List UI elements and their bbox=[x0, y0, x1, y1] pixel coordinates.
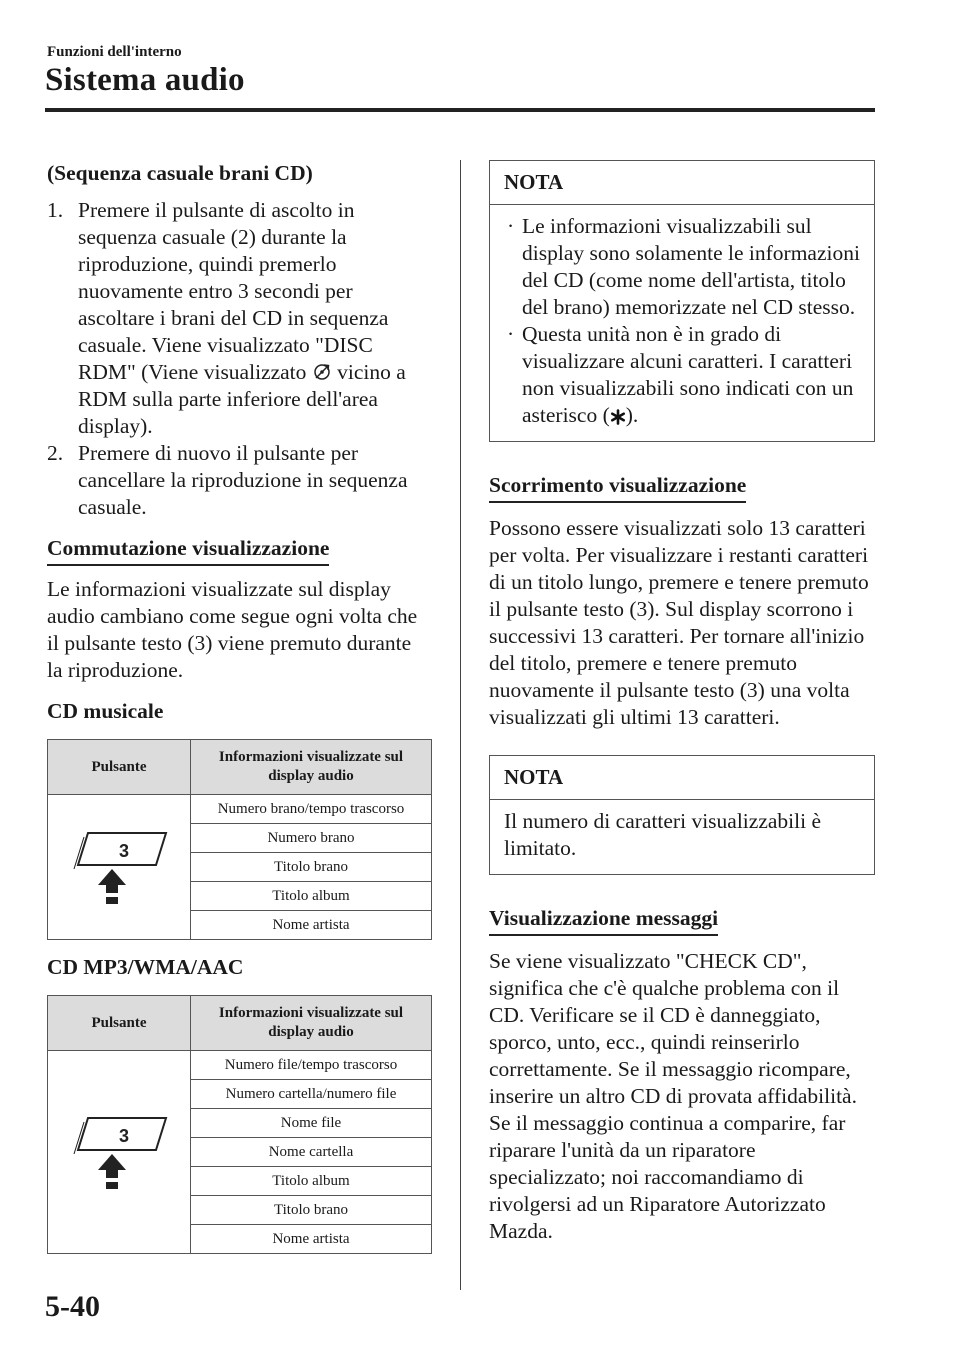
mp3-table bbox=[47, 995, 432, 1254]
nota-text: Il numero di caratteri visualizzabili è limitato. bbox=[504, 809, 821, 860]
asterisk-icon bbox=[610, 409, 626, 425]
switch-heading: Commutazione visualizzazione bbox=[47, 535, 329, 566]
button-number: 3 bbox=[118, 1125, 130, 1146]
header-rule bbox=[45, 108, 875, 112]
table-header-button: Pulsante bbox=[48, 996, 191, 1051]
column-divider bbox=[460, 160, 461, 1290]
mp3-heading: CD MP3/WMA/AAC bbox=[47, 955, 244, 979]
table-header-row bbox=[48, 996, 432, 1051]
table-cell: Nome artista bbox=[191, 911, 432, 940]
section-label: Funzioni dell'interno bbox=[47, 44, 182, 60]
table-header-row bbox=[48, 740, 432, 795]
table-cell: Titolo album bbox=[191, 882, 432, 911]
table-header-button: Pulsante bbox=[48, 740, 191, 795]
nota-box bbox=[489, 160, 875, 442]
nota-list bbox=[504, 213, 862, 429]
step-text-cont: vicino a RDM sulla parte inferiore dell'area display). bbox=[78, 360, 406, 438]
table-row bbox=[48, 1051, 432, 1080]
music-cd-table bbox=[47, 739, 432, 940]
bullet-icon: · bbox=[507, 322, 515, 346]
button-number: 3 bbox=[118, 840, 130, 861]
random-heading: (Sequenza casuale brani CD) bbox=[47, 161, 313, 185]
step-number: 1. bbox=[47, 198, 64, 222]
table-cell: Numero file/tempo trascorso bbox=[191, 1051, 432, 1080]
table-cell: Titolo album bbox=[191, 1167, 432, 1196]
messages-paragraph: Se viene visualizzato "CHECK CD", significa che c'è qualche problema con il CD. Verificare se il CD è danneggiato, sporco, unto, ecc., quindi reinserirlo correttamente. Se il messaggio ricompare, inserire un altro CD di provata affidabilità. Se il messaggio continua a comparire, far riparare l'unità da un riparatore specializzato; noi raccomandiamo di rivolgersi ad un Riparatore Autorizzato Mazda. bbox=[489, 949, 857, 1243]
table-header-info: Informazioni visualizzate sul display audio bbox=[191, 740, 432, 795]
disc-random-icon bbox=[312, 362, 332, 382]
table-cell: Nome cartella bbox=[191, 1138, 432, 1167]
nota-title: NOTA bbox=[490, 756, 874, 800]
button-cell bbox=[48, 795, 191, 940]
left-column bbox=[47, 160, 432, 1254]
nota-item bbox=[504, 213, 862, 321]
step-number: 2. bbox=[47, 441, 64, 465]
nota-item bbox=[504, 321, 862, 429]
table-cell: Titolo brano bbox=[191, 853, 432, 882]
scroll-heading: Scorrimento visualizzazione bbox=[489, 472, 746, 503]
bullet-icon: · bbox=[507, 214, 515, 238]
table-cell: Numero cartella/numero file bbox=[191, 1080, 432, 1109]
nota-title: NOTA bbox=[490, 161, 874, 205]
button-press-icon bbox=[64, 819, 174, 911]
nota-item-text: Questa unità non è in grado di visualizzare alcuni caratteri. I caratteri non visualizzabili sono indicati con un asterisco ( bbox=[522, 322, 854, 427]
page-number: 5-40 bbox=[45, 1290, 100, 1323]
nota-item-text: Le informazioni visualizzabili sul display sono solamente le informazioni del CD (come nome dell'artista, titolo del brano) memorizzate nel CD stesso. bbox=[522, 214, 860, 319]
nota-body bbox=[490, 205, 874, 441]
table-header-info: Informazioni visualizzate sul display audio bbox=[191, 996, 432, 1051]
right-column bbox=[489, 160, 875, 1245]
step-text: Premere di nuovo il pulsante per cancellare la riproduzione in sequenza casuale. bbox=[78, 441, 408, 519]
table-row bbox=[48, 795, 432, 824]
page-title: Sistema audio bbox=[45, 62, 245, 98]
table-cell: Numero brano/tempo trascorso bbox=[191, 795, 432, 824]
nota-box bbox=[489, 755, 875, 875]
messages-heading: Visualizzazione messaggi bbox=[489, 905, 718, 936]
nota-item-text-cont: ). bbox=[625, 403, 639, 427]
button-cell bbox=[48, 1051, 191, 1254]
nota-body bbox=[490, 800, 874, 874]
scroll-paragraph: Possono essere visualizzati solo 13 caratteri per volta. Per visualizzare i restanti caratteri di un titolo lungo, premere e tenere premuto il pulsante testo (3). Sul display scorrono i successivi 13 caratteri. Per tornare all'inizio del titolo, premere e tenere premuto nuovamente il pulsante testo (3) una volta visualizzati gli ultimi 13 caratteri. bbox=[489, 516, 869, 729]
table-cell: Nome file bbox=[191, 1109, 432, 1138]
button-press-icon bbox=[64, 1104, 174, 1196]
table-cell: Nome artista bbox=[191, 1225, 432, 1254]
step-item bbox=[47, 197, 432, 440]
switch-paragraph: Le informazioni visualizzate sul display audio cambiano come segue ogni volta che il pulsante testo (3) viene premuto durante la riproduzione. bbox=[47, 577, 418, 682]
step-item bbox=[47, 440, 432, 521]
table-cell: Numero brano bbox=[191, 824, 432, 853]
table-cell: Titolo brano bbox=[191, 1196, 432, 1225]
random-steps bbox=[47, 197, 432, 521]
step-text: Premere il pulsante di ascolto in sequenza casuale (2) durante la riproduzione, quindi premerlo nuovamente entro 3 secondi per ascoltare i brani del CD in sequenza casuale. Viene visualizzato "DISC RDM" (Viene visualizzato bbox=[78, 198, 389, 384]
music-cd-heading: CD musicale bbox=[47, 699, 164, 723]
